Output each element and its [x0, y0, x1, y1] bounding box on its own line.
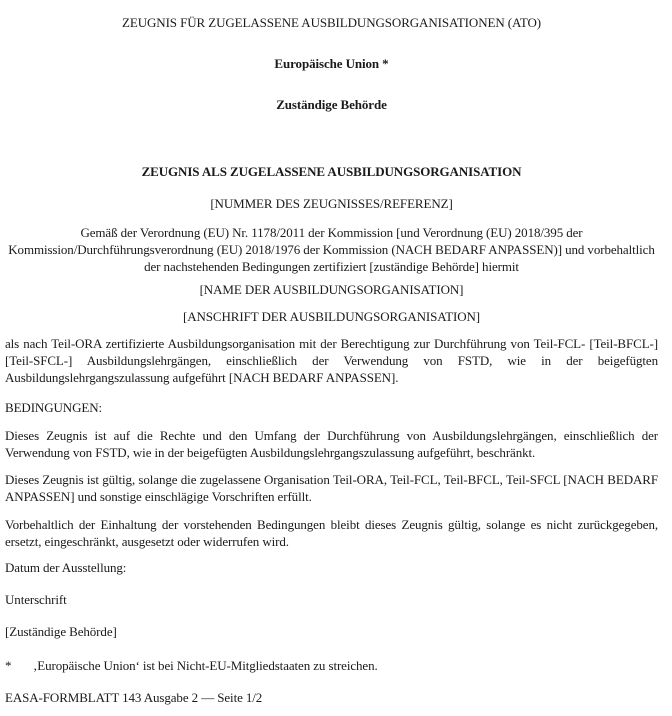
footnote — [5, 657, 658, 674]
authority-label: Zuständige Behörde — [276, 97, 387, 112]
condition-paragraph-1: Dieses Zeugnis ist auf die Rechte und den Umfang der Durchführung von Ausbildungslehrgängen, einschließlich der Verwendung von FSTD, wie in der beigefügten Ausbildungslehrgangszulassung aufgeführt, beschränkt. — [5, 428, 658, 460]
footnote-text: ‚Europäische Union‘ ist bei Nicht-EU-Mitgliedstaaten zu streichen. — [33, 658, 378, 673]
condition-paragraph-2: Dieses Zeugnis ist gültig, solange die zugelassene Organisation Teil-ORA, Teil-FCL, Teil-BFCL, Teil-SFCL [NACH BEDARF ANPASSEN] und sonstige einschlägige Vorschriften erfüllt. — [5, 472, 658, 504]
document-title: ZEUGNIS FÜR ZUGELASSENE AUSBILDUNGSORGANISATIONEN (ATO) — [122, 15, 541, 30]
condition-paragraph-3: Vorbehaltlich der Einhaltung der vorstehenden Bedingungen bleibt dieses Zeugnis gültig, solange es nicht zurückgegeben, ersetzt, eingeschränkt, ausgesetzt oder widerrufen wird. — [5, 517, 658, 549]
footnote-asterisk: * — [5, 658, 12, 673]
certification-paragraph: als nach Teil-ORA zertifizierte Ausbildungsorganisation mit der Berechtigung zur Durchführung von Teil-FCL- [Teil-BFCL-] [Teil-SFCL-] Ausbildungslehrgängen, einschließlich der Verwendung von FSTD, wie in der beigefügten Ausbildungslehrgangszulassung aufgeführt [NACH BEDARF ANPASSEN]. — [5, 336, 658, 385]
organisation-address-placeholder: [ANSCHRIFT DER AUSBILDUNGSORGANISATION] — [182, 309, 481, 324]
organisation-name-placeholder: [NAME DER AUSBILDUNGSORGANISATION] — [199, 282, 464, 297]
intro-paragraph: Gemäß der Verordnung (EU) Nr. 1178/2011 der Kommission [und Verordnung (EU) 2018/395 der Kommission/Durchführungsverordnung (EU) 2018/1976 der Kommission (NACH BEDARF ANPASSEN)] und vorbehaltlich der nachstehenden Bedingungen zertifiziert [zuständige Behörde] hiermit — [8, 225, 655, 274]
authority-placeholder: [Zuständige Behörde] — [5, 624, 117, 639]
form-footer: EASA-FORMBLATT 143 Ausgabe 2 — Seite 1/2 — [5, 690, 263, 705]
issue-date-label: Datum der Ausstellung: — [5, 560, 127, 575]
certificate-heading: ZEUGNIS ALS ZUGELASSENE AUSBILDUNGSORGANISATION — [141, 164, 522, 179]
signature-label: Unterschrift — [5, 592, 67, 607]
conditions-heading: BEDINGUNGEN: — [5, 400, 103, 415]
eu-label: Europäische Union * — [274, 56, 389, 71]
certificate-reference-placeholder: [NUMMER DES ZEUGNISSES/REFERENZ] — [210, 196, 453, 211]
